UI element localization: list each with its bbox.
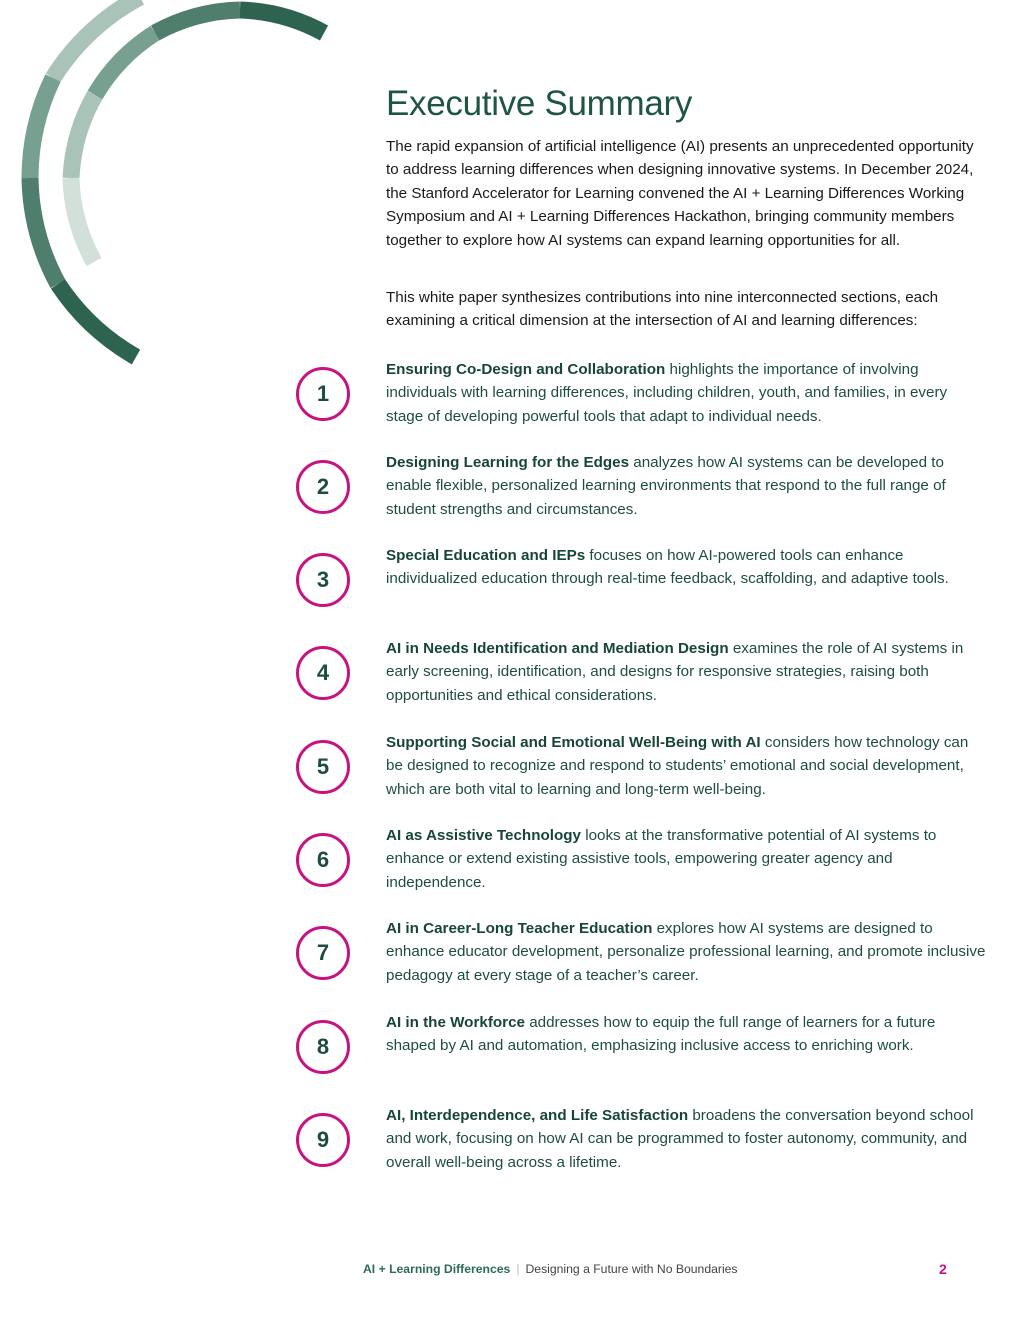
arc-inner-pale (71, 178, 94, 262)
page-number: 2 (939, 1261, 947, 1277)
section-description (386, 1011, 986, 1058)
section-heading: Ensuring Co-Design and Collaboration (386, 361, 666, 378)
section-heading: AI, Interdependence, and Life Satisfaction (386, 1107, 689, 1124)
section-number-badge: 1 (296, 367, 350, 421)
section-body: considers how technology can be designed to recognize and respond to students’ emotional and social development, which are both vital to learning and long-term well-being. (386, 734, 969, 798)
section-body: looks at the transformative potential of AI systems to enhance or extend existing assistive tools, empowering greater agency and independence. (386, 827, 937, 891)
section-description (386, 358, 986, 428)
section-item-7 (0, 917, 1020, 997)
section-heading: AI as Assistive Technology (386, 827, 581, 844)
section-number-badge: 8 (296, 1020, 350, 1074)
section-body: broadens the conversation beyond school and work, focusing on how AI can be programmed to foster autonomy, community, and overall well-being across a lifetime. (386, 1107, 974, 1171)
section-number-badge: 3 (296, 553, 350, 607)
section-item-6 (0, 824, 1020, 904)
arc-outer-mid2 (30, 178, 58, 284)
footer-brand: AI + Learning Differences (363, 1262, 511, 1276)
section-number-badge: 7 (296, 926, 350, 980)
section-description (386, 451, 986, 521)
decorative-arcs (0, 0, 340, 380)
section-description (386, 824, 986, 894)
arc-inner-mid2 (95, 33, 155, 95)
arc-inner-mid (155, 10, 240, 33)
section-heading: Special Education and IEPs (386, 547, 586, 564)
page-footer (363, 1262, 738, 1276)
section-heading: AI in Needs Identification and Mediation Design (386, 640, 729, 657)
section-body: focuses on how AI-powered tools can enhance individualized education through real-time feedback, scaffolding, and adaptive tools. (386, 547, 949, 588)
arc-inner-dark (240, 10, 324, 33)
section-number-badge: 4 (296, 646, 350, 700)
section-item-4 (0, 637, 1020, 717)
section-description (386, 637, 986, 707)
footer-subtitle: Designing a Future with No Boundaries (525, 1262, 738, 1276)
arc-outer-mid (30, 78, 53, 178)
section-item-8 (0, 1011, 1020, 1091)
section-body: highlights the importance of involving individuals with learning differences, including children, youth, and families, in every stage of developing powerful tools that adapt to individual needs. (386, 361, 948, 425)
section-number-badge: 6 (296, 833, 350, 887)
arc-outer-dark (58, 284, 136, 357)
section-item-2 (0, 451, 1020, 531)
section-description (386, 544, 986, 591)
section-description (386, 731, 986, 801)
section-heading: AI in Career-Long Teacher Education (386, 920, 653, 937)
section-item-3 (0, 544, 1020, 624)
overview-paragraph: This white paper synthesizes contributions into nine interconnected sections, each examining a critical dimension at the intersection of AI and learning differences: (386, 289, 939, 330)
section-body: explores how AI systems are designed to enhance educator development, personalize professional learning, and promote inclusive pedagogy at every stage of a teacher’s career. (386, 920, 986, 984)
intro-paragraph: The rapid expansion of artificial intelligence (AI) presents an unprecedented opportunity to address learning differences when designing innovative systems. In December 2024, the Stanford Accelerator for Learning convened the AI + Learning Differences Working Symposium and AI + Learning Differences Hackathon, bringing community members together to explore how AI systems can expand learning opportunities for all. (386, 138, 974, 249)
arc-inner-light (71, 95, 95, 178)
section-heading: Designing Learning for the Edges (386, 454, 630, 471)
section-item-9 (0, 1104, 1020, 1184)
page-title: Executive Summary (386, 84, 693, 123)
section-number-badge: 5 (296, 740, 350, 794)
section-body: examines the role of AI systems in early screening, identification, and designs for responsive strategies, raising both opportunities and ethical considerations. (386, 640, 964, 704)
section-body: addresses how to equip the full range of learners for a future shaped by AI and automation, emphasizing inclusive access to enriching work. (386, 1014, 936, 1055)
section-heading: AI in the Workforce (386, 1014, 525, 1031)
section-description (386, 917, 986, 987)
section-item-1 (0, 358, 1020, 438)
footer-separator: | (516, 1262, 520, 1276)
section-number-badge: 2 (296, 460, 350, 514)
section-description (386, 1104, 986, 1174)
section-item-5 (0, 731, 1020, 811)
section-heading: Supporting Social and Emotional Well-Being with AI (386, 734, 761, 751)
section-body: analyzes how AI systems can be developed to enable flexible, personalized learning environments that respond to the full range of student strengths and circumstances. (386, 454, 946, 518)
section-number-badge: 9 (296, 1113, 350, 1167)
